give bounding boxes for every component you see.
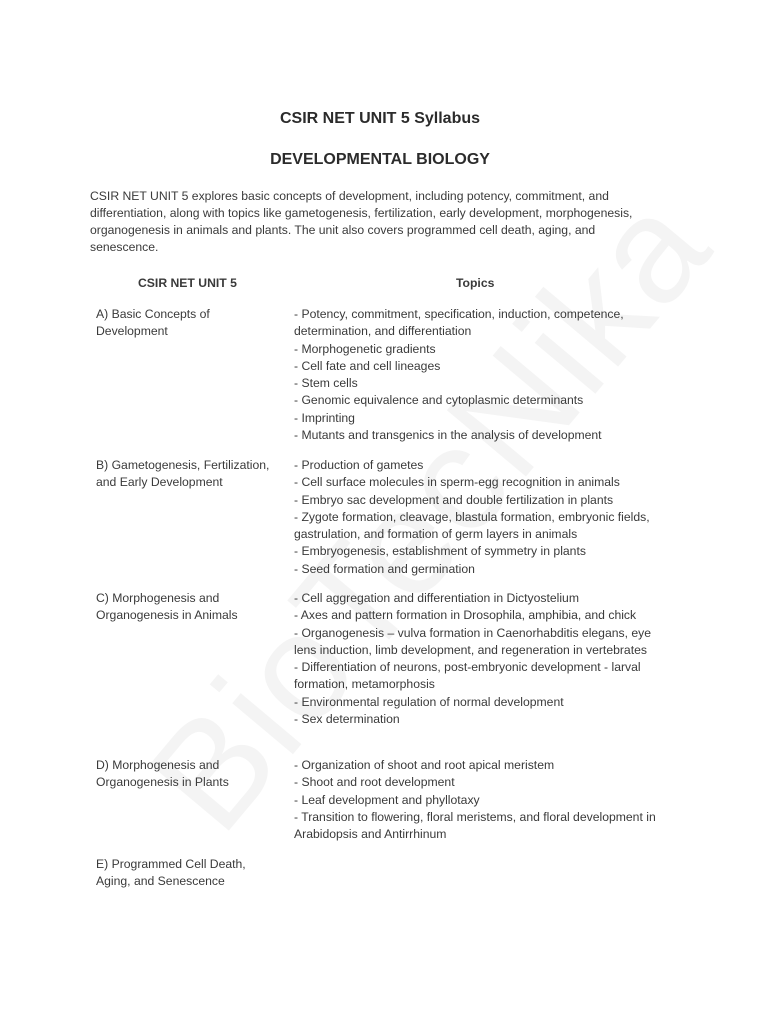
column-header-unit: CSIR NET UNIT 5 xyxy=(138,276,237,290)
intro-paragraph: CSIR NET UNIT 5 explores basic concepts of development, including potency, commitment, and differentiation, along with topics like gametogenesis, fertilization, early development, morphogenesis, organogenesis in animals and plants. The unit also covers programmed cell death, aging, and senescence. xyxy=(90,189,633,254)
topic-item: - Stem cells xyxy=(294,376,358,391)
topic-item: - Organization of shoot and root apical meristem xyxy=(294,758,555,772)
column-header-topics: Topics xyxy=(456,276,495,290)
topic-item: - Embryogenesis, establishment of symmetry in plants xyxy=(294,544,586,559)
topic-item: - Embryo sac development and double fertilization in plants xyxy=(294,492,614,507)
topic-item: - Cell surface molecules in sperm-egg recognition in animals xyxy=(294,475,620,490)
topic-item: - Shoot and root development xyxy=(294,775,455,790)
topic-item: - Morphogenetic gradients xyxy=(294,341,436,356)
topic-item: - Zygote formation, cleavage, blastula formation, embryonic fields, gastrulation, and formation of germ layers in animals xyxy=(294,509,650,542)
topic-item: - Genomic equivalence and cytoplasmic determinants xyxy=(294,393,584,408)
topics-cell xyxy=(294,306,666,444)
topic-item: - Environmental regulation of normal development xyxy=(294,694,564,709)
topics-cell xyxy=(294,457,666,578)
topic-item: - Organogenesis – vulva formation in Caenorhabditis elegans, eye lens induction, limb development, and regeneration in vertebrates xyxy=(294,625,652,657)
unit-cell: D) Morphogenesis and Organogenesis in Plants xyxy=(96,758,229,790)
topic-item: - Seed formation and germination xyxy=(294,561,475,576)
topic-item: - Transition to flowering, floral meristems, and floral development in Arabidopsis and Antirrhinum xyxy=(294,809,656,842)
topic-item: - Production of gametes xyxy=(294,458,424,472)
topic-item: - Potency, commitment, specification, induction, competence, determination, and differentiation xyxy=(294,307,624,339)
topic-item: - Mutants and transgenics in the analysis of development xyxy=(294,428,602,443)
topics-cell xyxy=(294,757,666,843)
unit-cell: E) Programmed Cell Death, Aging, and Senescence xyxy=(96,857,246,889)
topic-item: - Imprinting xyxy=(294,410,355,425)
topic-item: - Leaf development and phyllotaxy xyxy=(294,792,480,807)
topic-item: - Axes and pattern formation in Drosophila, amphibia, and chick xyxy=(294,608,637,623)
topics-cell xyxy=(294,590,666,728)
topic-item: - Differentiation of neurons, post-embryonic development - larval formation, metamorphosis xyxy=(294,660,641,692)
topic-item: - Sex determination xyxy=(294,712,400,727)
unit-cell: A) Basic Concepts of Development xyxy=(96,307,210,339)
page-title: CSIR NET UNIT 5 Syllabus xyxy=(279,110,481,127)
unit-cell: B) Gametogenesis, Fertilization, and Early Development xyxy=(96,458,270,490)
topic-item: - Cell aggregation and differentiation in Dictyostelium xyxy=(294,591,579,605)
unit-cell: C) Morphogenesis and Organogenesis in Animals xyxy=(96,591,238,623)
page-subtitle: DEVELOPMENTAL BIOLOGY xyxy=(270,151,490,168)
topic-item: - Cell fate and cell lineages xyxy=(294,358,441,373)
